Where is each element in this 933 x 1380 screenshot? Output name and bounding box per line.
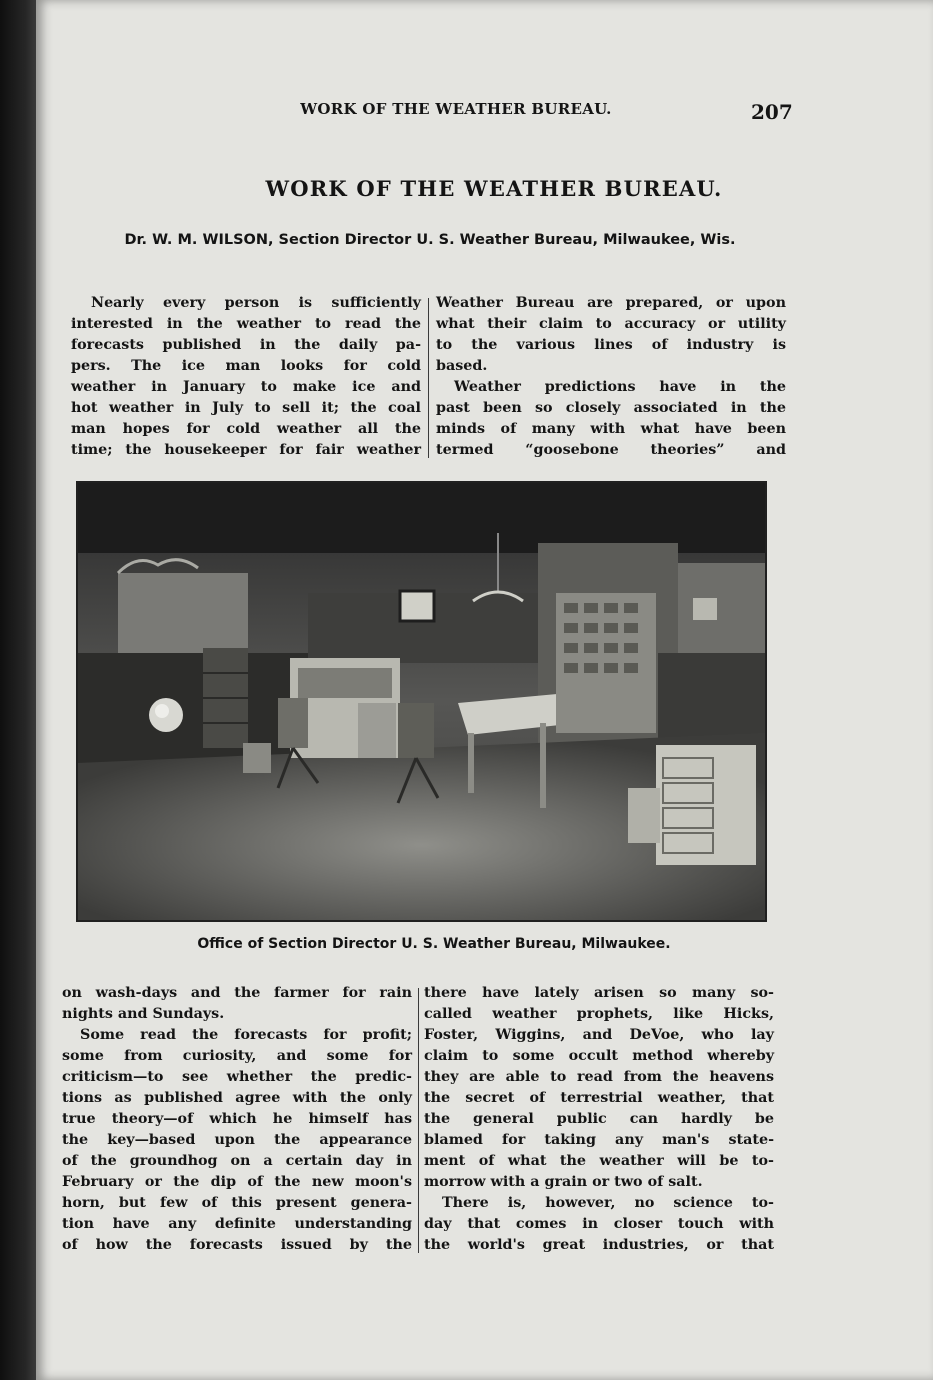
text-line: some from curiosity, and some for [62, 1048, 412, 1064]
text-line: Weather predictions have in the [454, 379, 786, 395]
text-line: based. [436, 358, 488, 374]
text-line: criticism—to see whether the predic- [62, 1069, 412, 1085]
text-line: termed “goosebone theories” and [436, 442, 786, 458]
text-line: nights and Sundays. [62, 1006, 225, 1022]
text-line: minds of many with what have been [436, 421, 786, 437]
binding-gutter [0, 0, 36, 1380]
text-line: ment of what the weather will be to- [424, 1153, 774, 1169]
running-head: WORK OF THE WEATHER BUREAU. [300, 100, 612, 118]
text-line: called weather prophets, like Hicks, [424, 1006, 774, 1022]
text-line: forecasts published in the daily pa- [71, 337, 421, 353]
text-line: man hopes for cold weather all the [71, 421, 421, 437]
text-line: weather in January to make ice and [71, 379, 421, 395]
column-bottom-left [62, 983, 412, 1256]
column-top-left [71, 293, 421, 461]
text-line: to the various lines of industry is [436, 337, 786, 353]
text-line: Foster, Wiggins, and DeVoe, who lay [424, 1027, 774, 1043]
text-line: blamed for taking any man's state- [424, 1132, 774, 1148]
text-line: Some read the forecasts for profit; [80, 1027, 412, 1043]
text-line: horn, but few of this present genera- [62, 1195, 412, 1211]
text-line: tions as published agree with the only [62, 1090, 412, 1106]
column-divider [418, 988, 419, 1253]
text-line: the general public can hardly be [424, 1111, 774, 1127]
text-line: February or the dip of the new moon's [62, 1174, 412, 1190]
text-line: of the groundhog on a certain day in [62, 1153, 412, 1169]
text-line: interested in the weather to read the [71, 316, 421, 332]
text-line: There is, however, no science to- [442, 1195, 774, 1211]
text-line: on wash-days and the farmer for rain [62, 985, 412, 1001]
column-divider [428, 298, 429, 458]
text-line: there have lately arisen so many so- [424, 985, 774, 1001]
text-line: hot weather in July to sell it; the coal [71, 400, 421, 416]
article-title: WORK OF THE WEATHER BUREAU. [265, 176, 723, 201]
book-page [36, 0, 933, 1380]
column-top-right [436, 293, 786, 461]
text-line: what their claim to accuracy or utility [436, 316, 786, 332]
photo-caption: Office of Section Director U. S. Weather Bureau, Milwaukee. [197, 936, 671, 952]
text-line: the key—based upon the appearance [62, 1132, 412, 1148]
text-line: past been so closely associated in the [436, 400, 786, 416]
text-line: they are able to read from the heavens [424, 1069, 774, 1085]
text-line: Weather Bureau are prepared, or upon [436, 295, 786, 311]
text-line: the secret of terrestrial weather, that [424, 1090, 774, 1106]
text-line: morrow with a grain or two of salt. [424, 1174, 703, 1190]
text-line: tion have any definite understanding [62, 1216, 412, 1232]
text-line: of how the forecasts issued by the [62, 1237, 412, 1253]
author-byline: Dr. W. M. WILSON, Section Director U. S. Weather Bureau, Milwaukee, Wis. [124, 232, 736, 248]
text-line: Nearly every person is sufficiently [91, 295, 421, 311]
column-bottom-right [424, 983, 774, 1256]
text-line: pers. The ice man looks for cold [71, 358, 421, 374]
text-line: time; the housekeeper for fair weather [71, 442, 421, 458]
text-line: true theory—of which he himself has [62, 1111, 412, 1127]
page-number: 207 [751, 100, 793, 124]
text-line: the world's great industries, or that [424, 1237, 774, 1253]
office-photograph [76, 481, 767, 922]
text-line: claim to some occult method whereby [424, 1048, 774, 1064]
office-photo-illustration [78, 483, 765, 920]
text-line: day that comes in closer touch with [424, 1216, 774, 1232]
